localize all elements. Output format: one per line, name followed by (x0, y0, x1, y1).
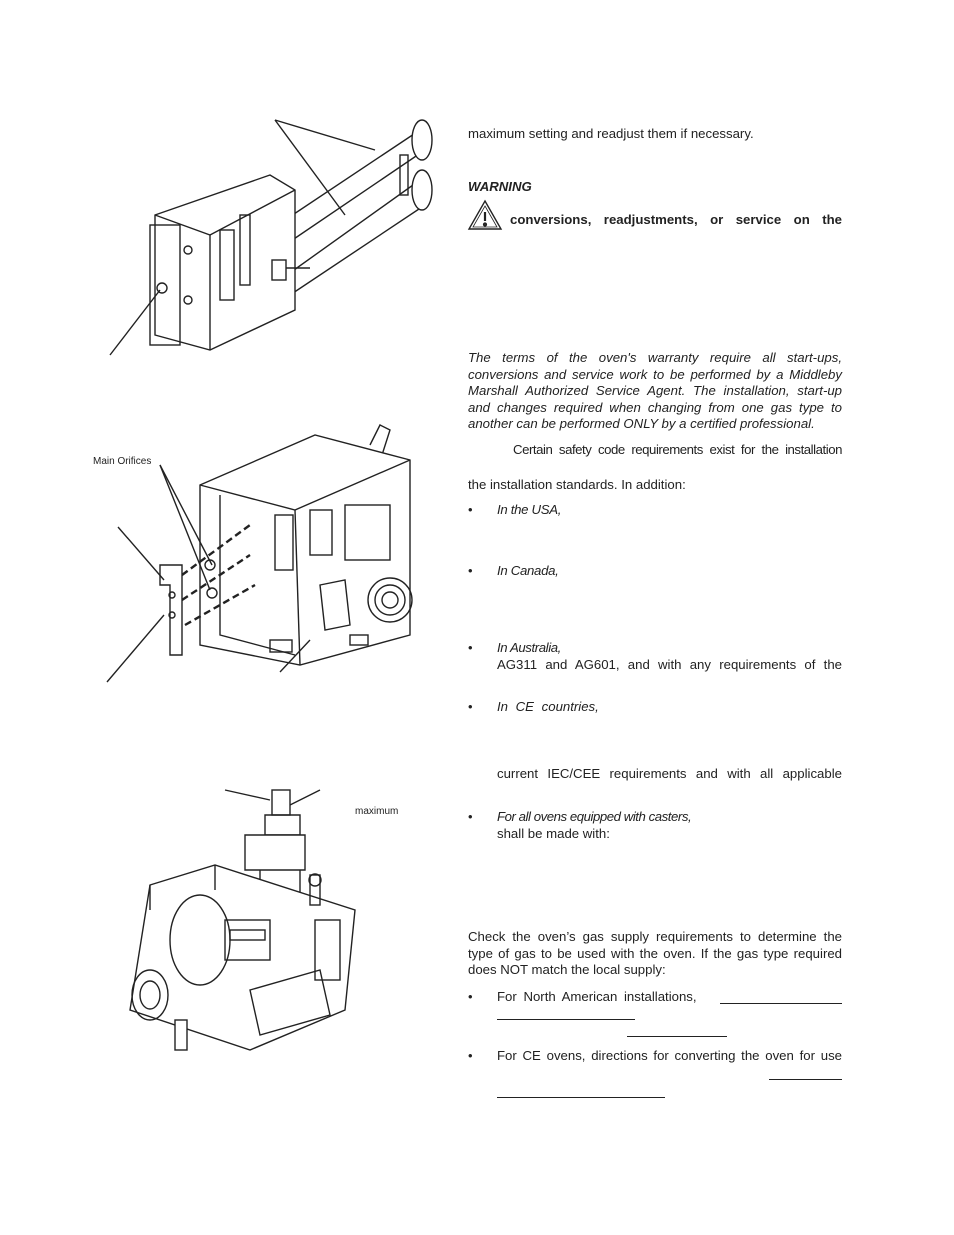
figure-open-burner-box (100, 415, 430, 685)
figure-gas-valve (120, 780, 370, 1060)
bullet-mark: • (468, 640, 473, 655)
safety-code-paragraph: Certain safety code requirements exist for the installation (513, 442, 842, 457)
warning-triangle-icon (467, 199, 503, 231)
gas-supply-paragraph: Check the oven’s gas supply requirements to determine the type of gas to be used with the oven. If the gas type required does NOT match the local supply: (468, 929, 842, 978)
underline-link[interactable] (769, 1079, 842, 1080)
main-orifices-label: Main Orifices (93, 456, 152, 467)
bullet-casters-line2: shall be made with: (497, 826, 610, 841)
installation-standards-line: the installation standards. In addition: (468, 477, 686, 492)
underline-link[interactable] (497, 1019, 635, 1020)
underline-link[interactable] (627, 1036, 727, 1037)
maximum-label: maximum (355, 806, 399, 817)
bullet-mark: • (468, 1048, 473, 1063)
figure-burner-assembly (100, 110, 450, 370)
bullet-canada: In Canada, (497, 563, 559, 578)
warranty-paragraph: The terms of the oven's warranty require all start-ups, conversions and service work to be performed by a Middleby Marshall Authorized Service Agent. The installation, start-up and changes required when changing from one gas type to another can be performed ONLY by a certified professional. (468, 350, 842, 432)
bullet-usa: In the USA, (497, 502, 562, 517)
bullet-australia: In Australia, (497, 640, 561, 655)
bullet-casters: For all ovens equipped with casters, (497, 809, 692, 824)
bullet-ce-line2: current IEC/CEE requirements and with all applicable (497, 766, 842, 781)
bullet-australia-line2: AG311 and AG601, and with any requirements of the (497, 657, 842, 672)
underline-link[interactable] (497, 1097, 665, 1098)
bullet-mark: • (468, 699, 473, 714)
bullet-mark: • (468, 989, 473, 1004)
bullet-mark: • (468, 563, 473, 578)
underline-link[interactable] (720, 1003, 842, 1004)
gas-bullet-ce-ovens: For CE ovens, directions for converting the oven for use (497, 1048, 842, 1063)
gas-bullet-north-america: For North American installations, (497, 989, 697, 1004)
bullet-mark: • (468, 502, 473, 517)
bullet-ce-countries: In CE countries, (497, 699, 599, 714)
warning-text: conversions, readjustments, or service on the (510, 212, 842, 227)
bullet-mark: • (468, 809, 473, 824)
readjust-paragraph: maximum setting and readjust them if necessary. (468, 126, 754, 141)
warning-heading: WARNING (468, 179, 532, 194)
